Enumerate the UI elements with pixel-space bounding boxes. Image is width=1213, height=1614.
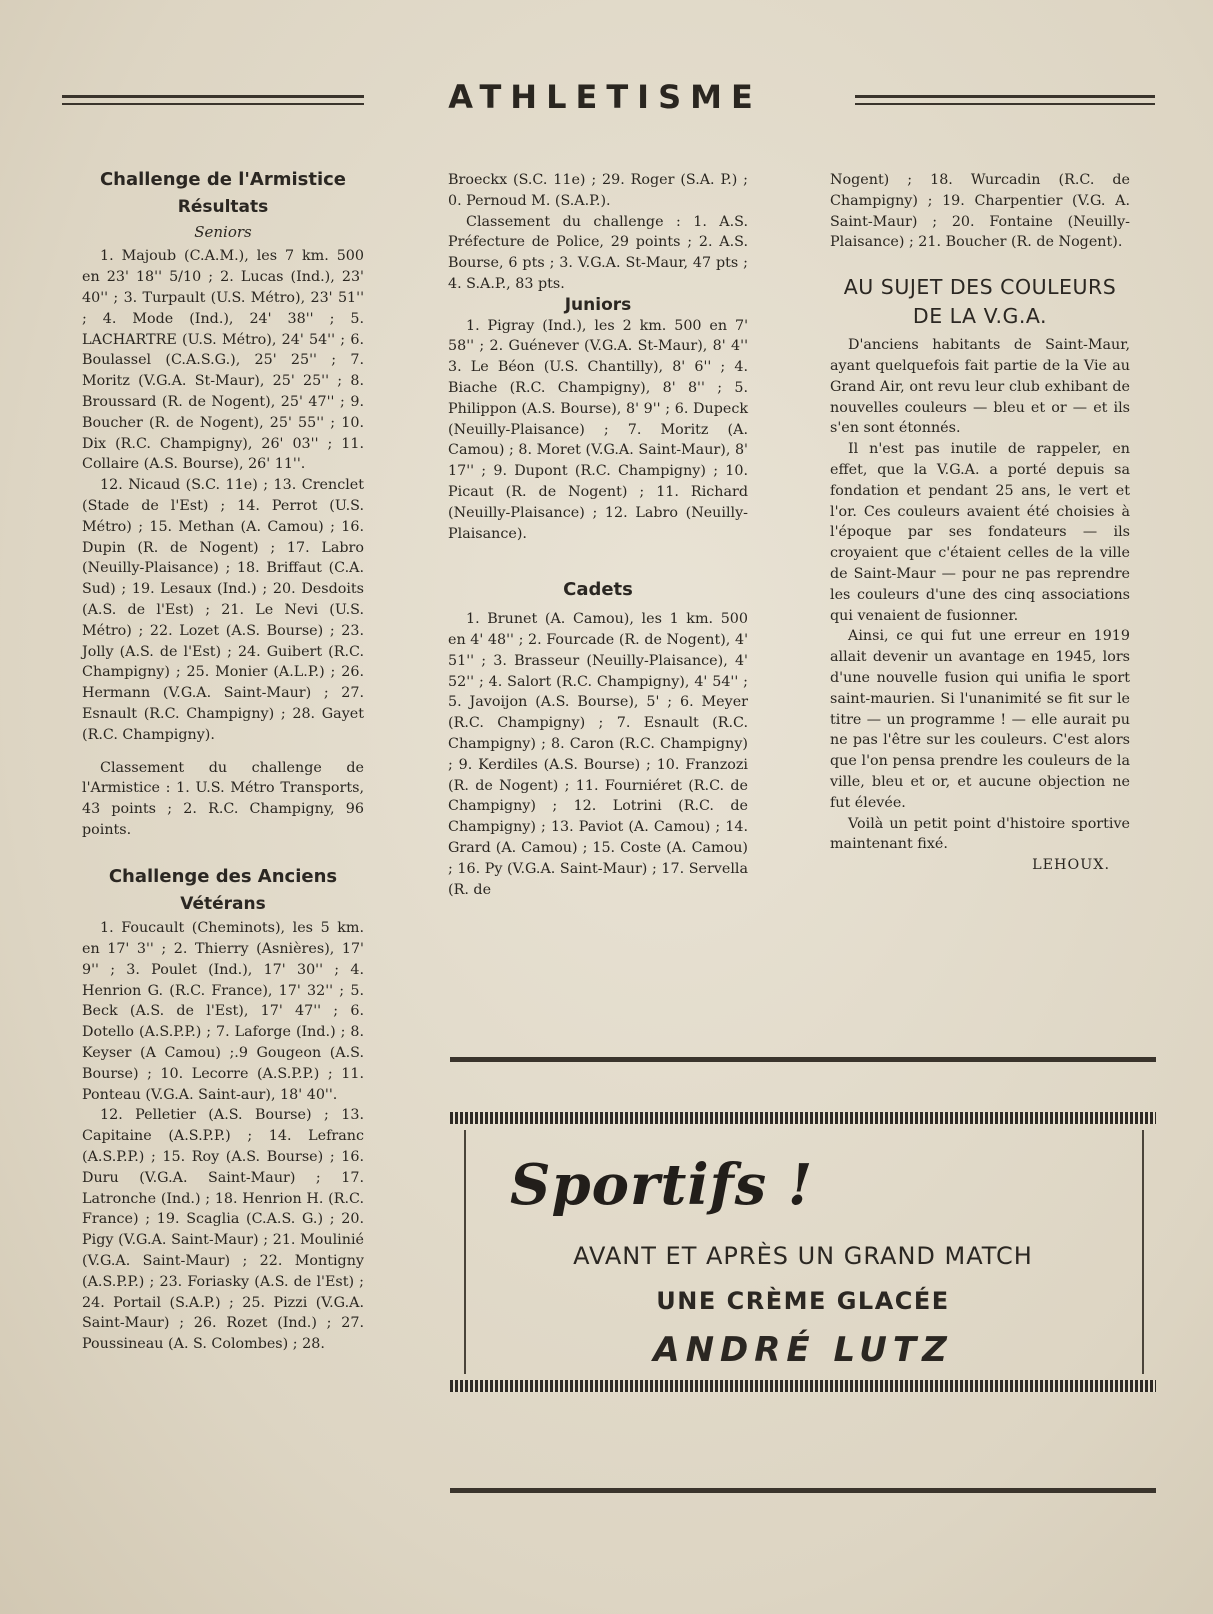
anciens-classement: Classement du challenge : 1. A.S. Préfecture de Police, 29 points ; 2. A.S. Bourse, 6 pts ; 3. V.G.A. St-Maur, 47 pts ; 4. S.A.P., 83 pts. xyxy=(448,213,748,292)
heading-couleurs-2: DE LA V.G.A. xyxy=(912,304,1048,329)
seniors-results-1: 1. Majoub (C.A.M.), les 7 km. 500 en 23' 18'' 5/10 ; 2. Lucas (Ind.), 23' 40'' ; 3. Turpault (U.S. Métro), 23' 51'' ; 4. Mode (Ind.), 24' 38'' ; 5. LACHARTRE (U.S. Métro), 24' 54'' ; 6. Boulassel (C.A.S.G.), 25' 25'' ; 7. Moritz (V.G.A. St-Maur), 25' 25'' ; 8. Broussard (R. de Nogent), 25' 47'' ; 9. Boucher (R. de Nogent), 25' 55'' ; 10. Dix (R.C. Champigny), 26' 03'' ; 11. Collaire (A.S. Bourse), 26' 11''. xyxy=(82,248,364,473)
header-rule-right xyxy=(855,95,1155,98)
header-rule-left xyxy=(62,95,364,98)
ad-border-bottom xyxy=(450,1380,1156,1392)
ad-brand: ANDRÉ LUTZ xyxy=(653,1330,953,1370)
column-2 xyxy=(448,170,748,900)
couleurs-paragraph-3: Ainsi, ce qui fut une erreur en 1919 allait devenir un avantage en 1945, lors d'une nouvelle fusion qui unifia le sport saint-maurien. Si l'unanimité se fit sur le titre — un programme ! — elle aurait pu ne pas l'être sur les couleurs. C'est alors que l'on pensa prendre les couleurs de la ville, bleu et or, et aucune objection ne fut élevée. xyxy=(830,628,1130,811)
column-1 xyxy=(82,170,364,1355)
seniors-results-2: 12. Nicaud (S.C. 11e) ; 13. Crenclet (Stade de l'Est) ; 14. Perrot (U.S. Métro) ; 15. Methan (A. Camou) ; 16. Dupin (R. de Nogent) ; 17. Labro (Neuilly-Plaisance) ; 18. Briffaut (C.A. Sud) ; 19. Lesaux (Ind.) ; 20. Desdoits (A.S. de l'Est) ; 21. Le Nevi (U.S. Métro) ; 22. Lozet (A.S. Bourse) ; 23. Jolly (A.S. de l'Est) ; 24. Guibert (R.C. Champigny) ; 25. Monier (A.L.P.) ; 26. Hermann (V.G.A. Saint-Maur) ; 27. Esnault (R.C. Champigny) ; 28. Gayet (R.C. Champigny). xyxy=(82,477,364,743)
veterans-results-1: 1. Foucault (Cheminots), les 5 km. en 17' 3'' ; 2. Thierry (Asnières), 17' 9'' ; 3. Poulet (Ind.), 17' 30'' ; 4. Henrion G. (R.C. France), 17' 32'' ; 5. Beck (A.S. de l'Est), 17' 47'' ; 6. Dotello (A.S.P.P.) ; 7. Laforge (Ind.) ; 8. Keyser (A Camou) ;.9 Gougeon (A.S. Bourse) ; 10. Lecorre (A.S.P.P.) ; 11. Ponteau (V.G.A. Saint-aur), 18' 40''. xyxy=(82,920,364,1103)
ad-line-2: UNE CRÈME GLACÉE xyxy=(656,1287,950,1315)
cadets-results: 1. Brunet (A. Camou), les 1 km. 500 en 4' 48'' ; 2. Fourcade (R. de Nogent), 4' 51'' ; 3. Brasseur (Neuilly-Plaisance), 4' 52'' ; 4. Salort (R.C. Champigny), 4' 54'' ; 5. Javoijon (A.S. Bourse), 5' ; 6. Meyer (R.C. Champigny) ; 7. Esnault (R.C. Champigny) ; 8. Caron (R.C. Champigny) ; 9. Kerdiles (A.S. Bourse) ; 10. Franzozi (R. de Nogent) ; 11. Fourniéret (R.C. de Champigny) ; 12. Lotrini (R.C. de Champigny) ; 13. Paviot (A. Camou) ; 14. Grard (A. Camou) ; 15. Coste (A. Camou) ; 16. Py (V.G.A. Saint-Maur) ; 17. Servella (R. de xyxy=(448,611,748,898)
veterans-results-3: Broeckx (S.C. 11e) ; 29. Roger (S.A. P.) ; 0. Pernoud M. (S.A.P.). xyxy=(448,172,748,209)
page-title: ATHLETISME xyxy=(448,78,762,116)
divider-rule-bottom xyxy=(450,1488,1156,1493)
heading-anciens: Challenge des Anciens xyxy=(108,865,338,887)
heading-juniors: Juniors xyxy=(564,294,632,315)
column-3 xyxy=(830,170,1130,876)
header-rule-right-2 xyxy=(855,103,1155,105)
heading-veterans: Vétérans xyxy=(180,893,266,914)
ad-line-1: AVANT ET APRÈS UN GRAND MATCH xyxy=(573,1242,1033,1270)
author-signature: LEHOUX. xyxy=(1032,857,1110,874)
advertisement xyxy=(450,1112,1156,1392)
armistice-classement: Classement du challenge de l'Armistice : 1. U.S. Métro Transports, 43 points ; 2. R.C. Champigny, 96 points. xyxy=(82,759,364,838)
juniors-results: 1. Pigray (Ind.), les 2 km. 500 en 7' 58'' ; 2. Guénever (V.G.A. St-Maur), 8' 4'' 3. Le Béon (U.S. Chantilly), 8' 6'' ; 4. Biache (R.C. Champigny), 8' 8'' ; 5. Philippon (A.S. Bourse), 8' 9'' ; 6. Dupeck (Neuilly-Plaisance) ; 7. Moritz (A. Camou) ; 8. Moret (V.G.A. Saint-Maur), 8' 17'' ; 9. Dupont (R.C. Champigny) ; 10. Picaut (R. de Nogent) ; 11. Richard (Neuilly-Plaisance) ; 12. Labro (Neuilly-Plaisance). xyxy=(448,317,748,542)
veterans-results-2: 12. Pelletier (A.S. Bourse) ; 13. Capitaine (A.S.P.P.) ; 14. Lefranc (A.S.P.P.) ; 15. Roy (A.S. Bourse) ; 16. Duru (V.G.A. Saint-Maur) ; 17. Latronche (Ind.) ; 18. Henrion H. (R.C. France) ; 19. Scaglia (C.A.S. G.) ; 20. Pigy (V.G.A. Saint-Maur) ; 21. Moulinié (V.G.A. Saint-Maur) ; 22. Montigny (A.S.P.P.) ; 23. Foriasky (A.S. de l'Est) ; 24. Portail (S.A.P.) ; 25. Pizzi (V.G.A. Saint-Maur) ; 26. Rozet (Ind.) ; 27. Poussineau (A. S. Colombes) ; 28. xyxy=(82,1107,364,1353)
heading-cadets: Cadets xyxy=(563,579,633,601)
heading-couleurs: AU SUJET DES COULEURS xyxy=(843,275,1117,300)
header-rule-left-2 xyxy=(62,103,364,105)
ad-border-top xyxy=(450,1112,1156,1124)
heading-seniors: Seniors xyxy=(194,222,252,241)
couleurs-paragraph-4: Voilà un petit point d'histoire sportive maintenant fixé. xyxy=(830,815,1130,853)
heading-armistice: Challenge de l'Armistice xyxy=(99,169,347,190)
heading-resultats: Résultats xyxy=(177,196,269,217)
ad-title: Sportifs ! xyxy=(510,1152,814,1218)
couleurs-paragraph-1: D'anciens habitants de Saint-Maur, ayant quelquefois fait partie de la Vie au Grand Air, ont revu leur club exhibant de nouvelles couleurs — bleu et or — et ils s'en sont étonnés. xyxy=(830,337,1130,437)
divider-rule-top xyxy=(450,1057,1156,1062)
couleurs-paragraph-2: Il n'est pas inutile de rappeler, en effet, que la V.G.A. a porté depuis sa fondation et pendant 25 ans, le vert et l'or. Ces couleurs avaient été choisies à l'époque par ses fondateurs — ils croyaient que c'étaient celles de la ville de Saint-Maur — pour ne pas reprendre les couleurs d'une des cinq associations qui venaient de fusionner. xyxy=(830,441,1130,624)
cadets-results-end: Nogent) ; 18. Wurcadin (R.C. de Champigny) ; 19. Charpentier (V.G. A. Saint-Maur) ; 20. Fontaine (Neuilly-Plaisance) ; 21. Boucher (R. de Nogent). xyxy=(830,172,1130,251)
